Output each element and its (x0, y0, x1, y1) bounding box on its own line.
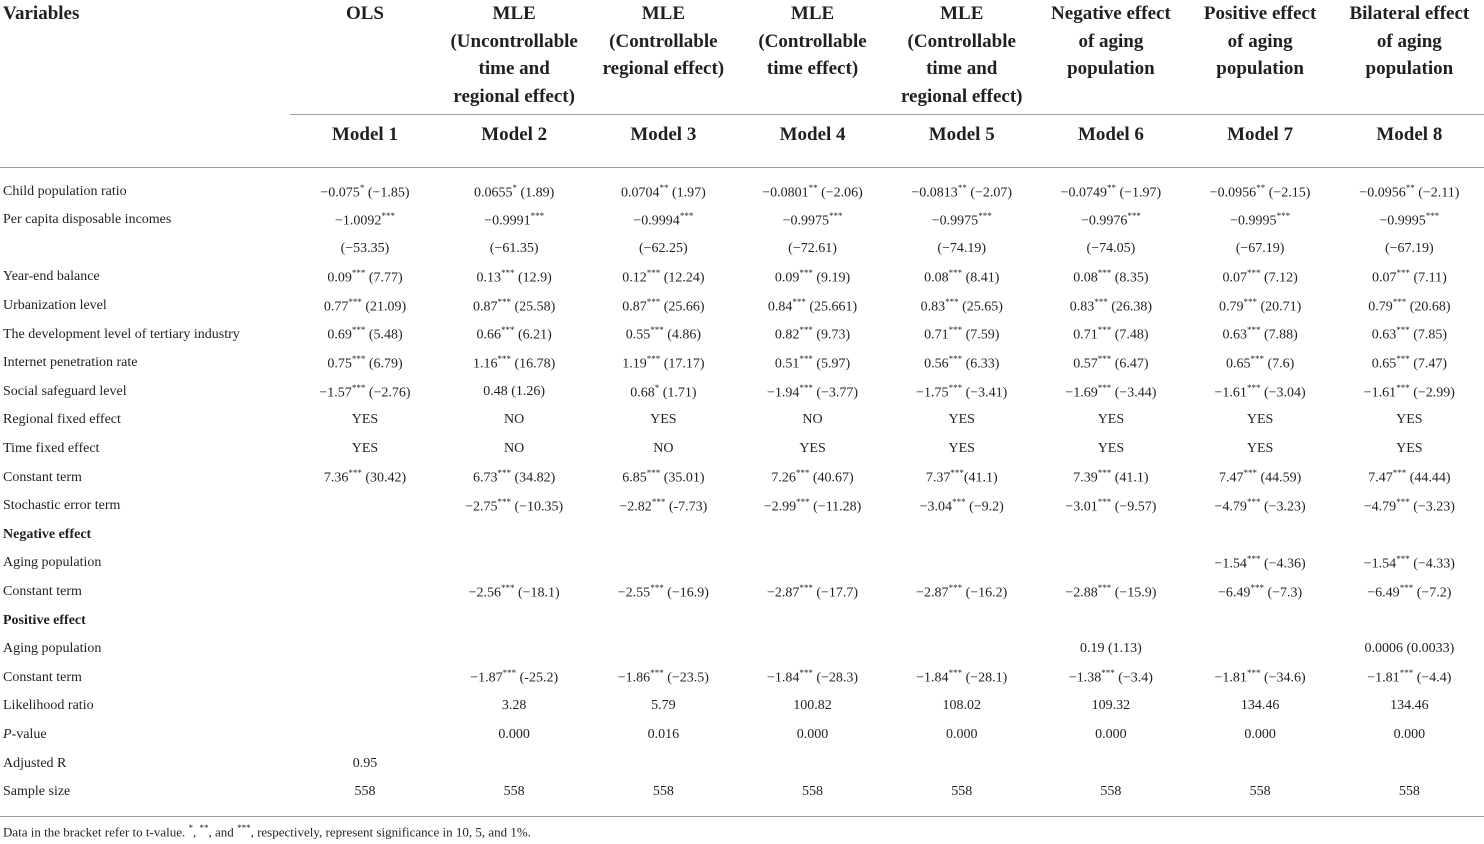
column-header-mle-time: MLE (Controllable time effect) (758, 3, 867, 79)
column-header-positive-effect: Positive effect of aging population (1203, 3, 1317, 79)
table-cell: (−74.19) (937, 240, 987, 256)
table-footnote: Data in the bracket refer to t-value. *, **, and ***, respectively, represent significance in 10, 5, and 1%. (3, 823, 531, 840)
table-cell: −0.0956** (−2.15) (1209, 182, 1311, 201)
table-row (0, 320, 1484, 349)
table-row (0, 578, 1484, 607)
table-body (0, 168, 1484, 817)
row-label: Social safeguard level (3, 383, 127, 399)
table-cell: 7.47*** (44.44) (1368, 468, 1451, 486)
table-cell: 6.73*** (34.82) (473, 468, 556, 486)
row-label: Year-end balance (3, 269, 100, 285)
table-cell: 0.13*** (12.9) (476, 268, 552, 286)
row-label: Adjusted R (3, 755, 67, 771)
table-cell: −0.0956** (−2.11) (1359, 182, 1460, 201)
table-cell: YES (1246, 412, 1274, 428)
table-cell: −0.9976*** (1080, 210, 1141, 229)
table-cell: −1.94*** (−3.77) (766, 382, 859, 401)
column-header-mle-time-regional: MLE (Controllable time and regional effect) (900, 3, 1023, 107)
table-row (0, 235, 1484, 264)
table-cell (1186, 521, 1335, 550)
table-row (0, 349, 1484, 378)
table-cell: −1.61*** (−2.99) (1363, 382, 1455, 401)
table-cell: −0.9995*** (1379, 210, 1440, 229)
table-cell: 0.63*** (7.85) (1371, 325, 1448, 343)
table-cell: 558 (738, 778, 887, 817)
table-cell (887, 749, 1036, 778)
table-cell: −3.01*** (−9.57) (1065, 496, 1157, 515)
row-label: Sample size (0, 778, 290, 817)
table-cell: −0.9975*** (931, 210, 992, 229)
table-cell: 0.000 (1393, 726, 1426, 742)
table-cell: (−74.05) (1086, 240, 1136, 256)
row-label: Internet penetration rate (3, 355, 138, 371)
table-cell (589, 606, 738, 635)
table-cell: 0.95 (352, 755, 378, 771)
table-cell: 1.19*** (17.17) (622, 353, 705, 372)
table-cell: 1.16*** (16.78) (473, 353, 556, 372)
table-row (0, 435, 1484, 464)
table-cell: 0.71*** (7.59) (924, 325, 1000, 343)
table-row (0, 406, 1484, 435)
table-cell: 0.08*** (8.41) (924, 268, 1000, 286)
table-cell: −1.54*** (−4.36) (1214, 554, 1306, 572)
table-cell: YES (1097, 412, 1125, 428)
table-cell (887, 606, 1036, 635)
table-cell: 0.79*** (20.68) (1368, 296, 1451, 315)
table-cell: 0.09*** (7.77) (327, 268, 403, 286)
table-cell: 0.87*** (25.58) (473, 296, 556, 315)
model-header: Model 6 (1036, 115, 1185, 168)
table-cell: 0.000 (945, 726, 978, 742)
table-cell: 0.48 (1.26) (483, 383, 546, 399)
column-header-negative-effect: Negative effect of aging population (1051, 3, 1171, 79)
model-header: Model 2 (440, 115, 589, 168)
table-cell: 5.79 (651, 698, 676, 714)
table-cell (589, 521, 738, 550)
table-cell: 558 (290, 778, 439, 817)
table-cell: 558 (887, 778, 1036, 817)
table-cell (887, 521, 1036, 550)
table-row (0, 292, 1484, 321)
table-cell: YES (351, 441, 379, 457)
table-cell: −6.49*** (−7.2) (1367, 582, 1452, 601)
row-label: Constant term (3, 469, 82, 485)
table-cell: 0.87*** (25.66) (622, 296, 705, 315)
table-cell: −0.9991*** (484, 210, 545, 229)
model-header-spacer (0, 115, 290, 168)
table-cell: −1.0092*** (335, 210, 395, 229)
model-header-row (0, 115, 1484, 168)
table-cell (290, 521, 439, 550)
table-cell: −1.81*** (−34.6) (1214, 668, 1306, 687)
table-row (0, 463, 1484, 492)
table-cell (738, 635, 887, 664)
table-cell: 0.000 (796, 726, 829, 742)
table-row (0, 263, 1484, 292)
row-label: Regional fixed effect (3, 412, 121, 428)
table-cell: 6.85*** (35.01) (622, 468, 705, 486)
table-row (0, 168, 1484, 207)
row-label: Negative effect (3, 526, 92, 542)
table-cell: 0.82*** (9.73) (774, 325, 851, 343)
table-cell: 558 (440, 778, 589, 817)
table-cell (290, 492, 439, 521)
table-cell: 0.63*** (7.88) (1222, 325, 1298, 343)
table-cell (887, 549, 1036, 578)
table-row (0, 778, 1484, 817)
table-cell (290, 664, 439, 693)
table-cell (1036, 549, 1185, 578)
row-label: Time fixed effect (3, 441, 100, 457)
table-cell: YES (948, 412, 975, 428)
table-cell: −2.99*** (−11.28) (763, 496, 862, 515)
table-cell: −2.82*** (-7.73) (619, 496, 708, 515)
model-header: Model 1 (290, 115, 439, 168)
model-header: Model 5 (887, 115, 1036, 168)
table-row (0, 549, 1484, 578)
table-cell: −0.075* (−1.85) (320, 182, 410, 201)
table-cell: 134.46 (1240, 698, 1280, 714)
table-cell: 0.68* (1.71) (630, 382, 697, 401)
table-cell: 109.32 (1091, 698, 1131, 714)
table-cell: −0.0749** (−1.97) (1060, 182, 1162, 201)
table-row (0, 749, 1484, 778)
table-cell: −0.9975*** (782, 210, 843, 229)
table-cell: −0.0813** (−2.07) (911, 182, 1013, 201)
table-cell: 0.000 (1095, 726, 1127, 742)
table-cell (589, 549, 738, 578)
section-row (0, 606, 1484, 635)
row-label: Constant term (3, 584, 82, 600)
row-label (0, 235, 290, 264)
table-cell: −1.84*** (−28.1) (916, 668, 1008, 687)
table-cell: 558 (589, 778, 738, 817)
table-cell: 558 (1036, 778, 1185, 817)
row-label: Constant term (3, 669, 82, 685)
table-cell: −1.87*** (-25.2) (470, 668, 559, 687)
table-cell: −3.04*** (−9.2) (919, 496, 1004, 515)
table-cell: YES (650, 412, 677, 428)
table-cell: YES (1097, 441, 1125, 457)
table-cell: 7.26*** (40.67) (771, 468, 854, 486)
table-cell: (−67.19) (1384, 240, 1434, 256)
table-cell: −0.9994*** (633, 210, 694, 229)
table-cell: (−61.35) (489, 240, 539, 256)
table-cell: −0.0801** (−2.06) (762, 182, 863, 201)
table-cell: NO (802, 412, 823, 428)
table-cell: (−67.19) (1235, 240, 1285, 256)
column-header-mle-uncontrollable: MLE (Uncontrollable time and regional effect) (450, 3, 578, 107)
table-cell: 0.55*** (4.86) (625, 325, 702, 343)
table-cell: 0.51*** (5.97) (774, 353, 851, 372)
model-header: Model 3 (589, 115, 738, 168)
table-cell: YES (799, 441, 826, 457)
table-cell: 0.69*** (5.48) (327, 325, 403, 343)
table-cell (290, 606, 439, 635)
table-cell (1036, 521, 1185, 550)
table-cell: (−62.25) (638, 240, 688, 256)
table-cell: 100.82 (793, 698, 832, 714)
table-cell: 134.46 (1390, 698, 1429, 714)
table-row (0, 492, 1484, 521)
table-row (0, 635, 1484, 664)
table-cell (290, 692, 439, 721)
table-cell: 0.12*** (12.24) (622, 268, 705, 286)
table-cell: 0.71*** (7.48) (1073, 325, 1149, 343)
table-cell: YES (1396, 412, 1423, 428)
table-cell: −4.79*** (−3.23) (1363, 496, 1455, 515)
table-cell (440, 521, 589, 550)
row-label: Aging population (3, 555, 102, 571)
table-cell: 0.65*** (7.6) (1225, 353, 1295, 372)
table-cell: 0.19 (1.13) (1080, 641, 1142, 657)
table-cell (589, 749, 738, 778)
table-cell: 7.36*** (30.42) (323, 468, 407, 486)
column-header-row (0, 0, 1484, 115)
table-cell: 7.47*** (44.59) (1218, 468, 1302, 486)
table-cell (1036, 606, 1185, 635)
model-header: Model 7 (1186, 115, 1335, 168)
table-cell: 0.65*** (7.47) (1371, 353, 1448, 372)
table-cell: 0.84*** (25.661) (767, 296, 858, 315)
table-cell: 0.016 (647, 726, 680, 742)
table-cell: 0.77*** (21.09) (323, 296, 407, 315)
table-cell: −0.9995*** (1230, 210, 1291, 229)
table-cell: 0.57*** (6.47) (1073, 353, 1149, 372)
section-row (0, 521, 1484, 550)
table-cell (1186, 606, 1335, 635)
table-cell: NO (653, 441, 674, 457)
row-label: Per capita disposable incomes (3, 212, 172, 228)
table-cell: 3.28 (501, 698, 527, 714)
table-cell (738, 549, 887, 578)
table-cell: −2.55*** (−16.9) (617, 582, 709, 601)
table-cell: (−72.61) (788, 240, 837, 256)
table-cell (440, 635, 589, 664)
table-cell: YES (1246, 441, 1274, 457)
table-cell: 0.83*** (25.65) (920, 296, 1003, 315)
table-cell: 0.66*** (6.21) (476, 325, 552, 343)
table-cell: −1.54*** (−4.33) (1363, 554, 1455, 572)
table-cell: −1.86*** (−23.5) (617, 668, 709, 687)
row-label: Positive effect (3, 612, 86, 628)
table-row (0, 721, 1484, 750)
row-label-italic: P (3, 726, 12, 742)
table-cell (589, 635, 738, 664)
table-cell (440, 549, 589, 578)
row-label-rest: -value (11, 726, 47, 742)
table-cell: −1.69*** (−3.44) (1065, 382, 1157, 401)
table-cell (440, 749, 589, 778)
table-cell: 7.37***(41.1) (925, 468, 998, 486)
row-label: Aging population (3, 641, 102, 657)
table-cell (290, 549, 439, 578)
table-cell: 0.75*** (6.79) (327, 353, 403, 372)
table-cell (290, 635, 439, 664)
model-header: Model 8 (1335, 115, 1484, 168)
table-cell: 0.08*** (8.35) (1073, 268, 1149, 286)
row-label: Stochastic error term (3, 498, 121, 514)
table-row (0, 664, 1484, 693)
table-row (0, 692, 1484, 721)
table-cell: 0.000 (498, 726, 530, 742)
variables-header: Variables (3, 3, 80, 24)
table-cell (738, 606, 887, 635)
table-cell: −2.75*** (−10.35) (465, 496, 564, 515)
table-cell (440, 606, 589, 635)
table-cell: 558 (1335, 778, 1484, 817)
table-cell: −2.87*** (−16.2) (916, 582, 1008, 601)
table-cell: 7.39*** (41.1) (1073, 468, 1149, 486)
column-header-mle-regional: MLE (Controllable regional effect) (602, 3, 725, 79)
table-cell: NO (504, 412, 525, 428)
table-cell: (−53.35) (340, 240, 390, 256)
row-label (0, 721, 290, 750)
table-cell: −1.75*** (−3.41) (916, 382, 1008, 401)
row-label: Urbanization level (3, 298, 107, 314)
table-cell: −1.84*** (−28.3) (766, 668, 859, 687)
table-cell (1186, 749, 1335, 778)
table-row (0, 206, 1484, 235)
table-cell: −2.87*** (−17.7) (766, 582, 859, 601)
table-cell: 0.0655* (1.89) (474, 182, 555, 201)
table-cell: −1.38*** (−3.4) (1068, 668, 1153, 687)
table-cell (290, 578, 439, 607)
table-cell: 0.0006 (0.0033) (1364, 641, 1455, 657)
table-cell: −1.61*** (−3.04) (1214, 382, 1306, 401)
table-cell (1335, 521, 1484, 550)
table-cell: 108.02 (942, 698, 981, 714)
table-cell (887, 635, 1036, 664)
table-cell: 0.07*** (7.12) (1222, 268, 1298, 286)
table-cell: YES (351, 412, 379, 428)
table-cell: −1.81*** (−4.4) (1367, 668, 1452, 687)
table-cell: −1.57*** (−2.76) (319, 382, 411, 401)
table-cell: 0.83*** (26.38) (1069, 296, 1153, 315)
table-cell: 0.000 (1244, 726, 1276, 742)
model-header: Model 4 (738, 115, 887, 168)
table-cell (738, 521, 887, 550)
table-cell: 0.56*** (6.33) (924, 353, 1000, 372)
table-cell: 558 (1186, 778, 1335, 817)
table-cell (1186, 635, 1335, 664)
table-cell: −6.49*** (−7.3) (1218, 582, 1303, 601)
table-cell: YES (1396, 441, 1423, 457)
table-cell (1036, 749, 1185, 778)
table-row (0, 378, 1484, 407)
table-cell: NO (504, 441, 525, 457)
row-label: Child population ratio (3, 184, 127, 199)
table-cell: −2.88*** (−15.9) (1065, 582, 1157, 601)
table-cell (1335, 749, 1484, 778)
row-label: Likelihood ratio (3, 698, 94, 714)
table-cell: −2.56*** (−18.1) (468, 582, 560, 601)
table-cell (738, 749, 887, 778)
table-cell: 0.07*** (7.11) (1371, 268, 1447, 286)
column-header-bilateral-effect: Bilateral effect of aging population (1349, 3, 1470, 79)
table-cell: 0.79*** (20.71) (1218, 296, 1302, 315)
table-cell: 0.0704** (1.97) (620, 182, 706, 201)
table-cell (1335, 606, 1484, 635)
table-cell: 0.09*** (9.19) (774, 268, 851, 286)
column-header-ols: OLS (345, 3, 384, 24)
row-label: The development level of tertiary industry (3, 326, 240, 342)
table-cell: −4.79*** (−3.23) (1214, 496, 1306, 515)
table-cell (290, 721, 439, 750)
table-cell: YES (948, 441, 975, 457)
